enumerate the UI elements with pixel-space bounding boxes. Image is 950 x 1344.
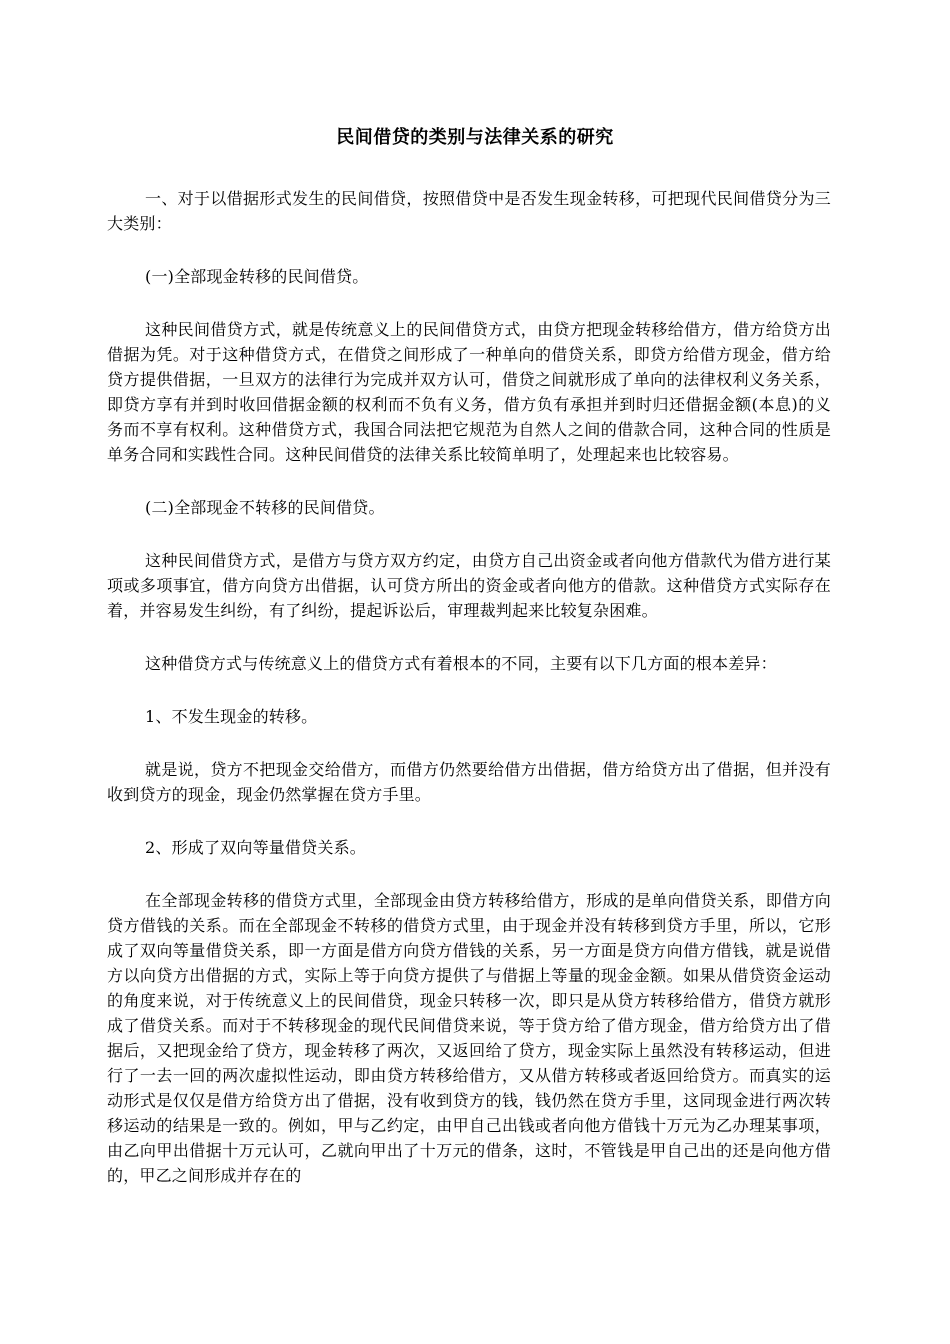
list-point-2: 2、形成了双向等量借贷关系。 <box>145 838 366 857</box>
document-title: 民间借贷的类别与法律关系的研究 <box>336 127 614 148</box>
paragraph: 这种民间借贷方式，就是传统意义上的民间借贷方式，由贷方把现金转移给借方，借方给贷方出借据为凭。对于这种借贷方式，在借贷之间形成了一种单向的借贷关系，即贷方给借方现金，借方给贷方提供借据，一旦双方的法律行为完成并双方认可，借贷之间就形成了单向的法律权利义务关系，即贷方享有并到时收回借据金额的权利而不负有义务，借方负有承担并到时归还借据金额(本息)的义务而不享有权利。这种借贷方式，我国合同法把它规范为自然人之间的借款合同，这种合同的性质是单务合同和实践性合同。这种民间借贷的法律关系比较简单明了，处理起来也比较容易。 <box>107 320 831 464</box>
section-heading-2: (二)全部现金不转移的民间借贷。 <box>145 498 385 517</box>
paragraph: 在全部现金转移的借贷方式里，全部现金由贷方转移给借方，形成的是单向借贷关系，即借方向贷方借钱的关系。而在全部现金不转移的借贷方式里，由于现金并没有转移到贷方手里，所以，它形成了双向等量借贷关系，即一方面是借方向贷方借钱的关系，另一方面是贷方向借方借钱，就是说借方以向贷方出借据的方式，实际上等于向贷方提供了与借据上等量的现金金额。如果从借贷资金运动的角度来说，对于传统意义上的民间借贷，现金只转移一次，即只是从贷方转移给借方，借贷方就形成了借贷关系。而对于不转移现金的现代民间借贷来说，等于贷方给了借方现金，借方给贷方出了借据后，又把现金给了贷方，现金转移了两次，又返回给了贷方，现金实际上虽然没有转移运动，但进行了一去一回的两次虚拟性运动，即由贷方转移给借方，又从借方转移或者返回给贷方。而真实的运动形式是仅仅是借方给贷方出了借据，没有收到贷方的钱，钱仍然在贷方手里，这同现金进行两次转移运动的结果是一致的。例如，甲与乙约定，由甲自己出钱或者向他方借钱十万元为乙办理某事项，由乙向甲出借据十万元认可，乙就向甲出了十万元的借条，这时，不管钱是甲自己出的还是向他方借的，甲乙之间形成并存在的 <box>107 891 831 1185</box>
paragraph: 就是说，贷方不把现金交给借方，而借方仍然要给借方出借据，借方给贷方出了借据，但并没有收到贷方的现金，现金仍然掌握在贷方手里。 <box>107 760 831 804</box>
list-point-1: 1、不发生现金的转移。 <box>145 707 318 726</box>
paragraph-intro: 一、对于以借据形式发生的民间借贷，按照借贷中是否发生现金转移，可把现代民间借贷分为三大类别： <box>107 189 831 233</box>
section-heading-1: (一)全部现金转移的民间借贷。 <box>145 267 369 286</box>
document-body <box>107 186 831 1188</box>
paragraph: 这种借贷方式与传统意义上的借贷方式有着根本的不同，主要有以下几方面的根本差异： <box>145 654 777 673</box>
paragraph: 这种民间借贷方式，是借方与贷方双方约定，由贷方自己出资金或者向他方借款代为借方进行某项或多项事宜，借方向贷方出借据，认可贷方所出的资金或者向他方的借款。这种借贷方式实际存在着，并容易发生纠纷，有了纠纷，提起诉讼后，审理裁判起来比较复杂困难。 <box>107 551 831 620</box>
